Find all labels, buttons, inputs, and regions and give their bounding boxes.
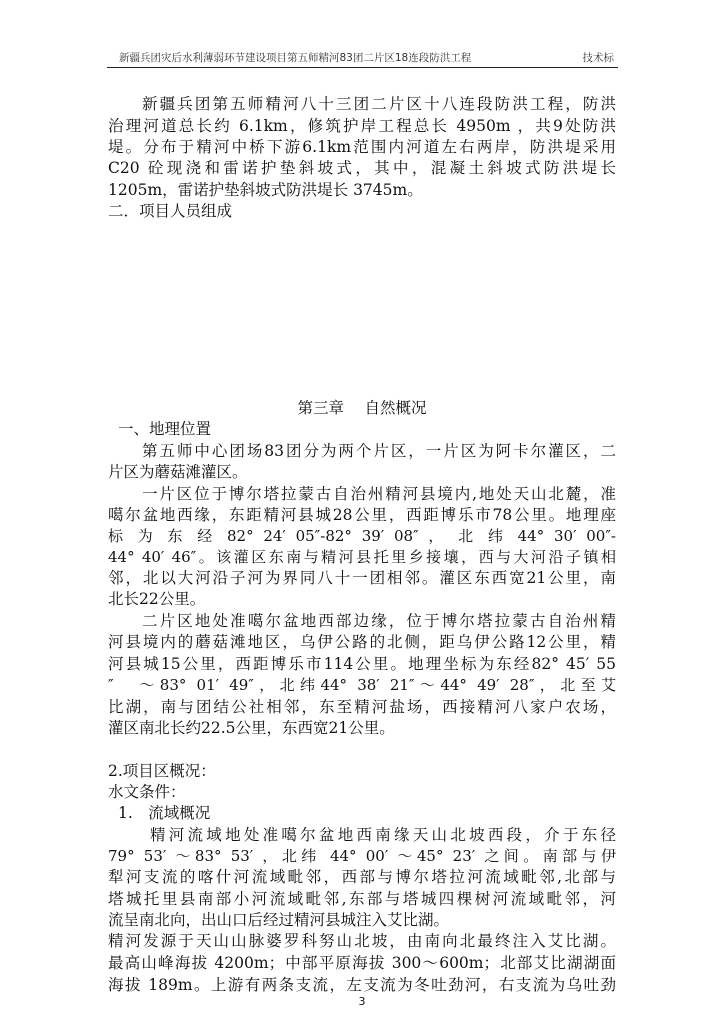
geo-line: 片区为蘑菇滩灌区。	[108, 463, 248, 481]
intro-line: 堤。分布于精河中桥下游6.1km范围内河道左右两岸，防洪堤采用	[108, 138, 616, 156]
subsection-heading: 一、地理位置	[118, 420, 212, 438]
geo-line: 一片区位于博尔塔拉蒙古自治州精河县境内,地处天山北麓，准	[142, 485, 616, 503]
section-heading: 二．项目人员组成	[108, 202, 233, 220]
chapter-title: 第三章 自然概况	[297, 399, 427, 417]
basin-line: 犁河支流的喀什河流域毗邻，西部与博尔塔拉河流域毗邻,北部与	[108, 868, 616, 886]
geo-line: 二片区地处准噶尔盆地西部边缘，位于博尔塔拉蒙古自治州精	[142, 612, 616, 630]
hydro-label: 水文条件：	[108, 783, 186, 801]
source-line: 最高山峰海拔 4200m；中部平原海拔 300～600m；北部艾比湖湖面	[108, 954, 616, 972]
geo-line: 44° 40′ 46″。该灌区东南与精河县托里乡接壤，西与大河沿子镇相	[108, 548, 616, 566]
basin-line: 精河流域地处准噶尔盆地西南缘天山北坡西段，介于东径	[150, 826, 616, 844]
geo-line: 邻，北以大河沿子河为界同八十一团相邻。灌区东西宽21公里，南	[108, 569, 616, 587]
intro-line: 新疆兵团第五师精河八十三团二片区十八连段防洪工程，防洪	[142, 95, 616, 113]
geo-line: 河县境内的蘑菇滩地区，乌伊公路的北侧，距乌伊公路12公里，精	[108, 633, 616, 651]
page-number: 3	[358, 995, 366, 1008]
header-title: 新疆兵团灾后水利薄弱环节建设项目第五师精河83团二片区18连段防洪工程	[119, 52, 472, 64]
source-line: 精河发源于天山山脉婆罗科努山北坡，由南向北最终注入艾比湖。	[108, 932, 616, 950]
basin-line: 79° 53′ ～83° 53′ ，北纬 44° 00′ ～45° 23′ 之间。南部与伊	[108, 847, 616, 865]
page-header	[107, 51, 618, 68]
geo-line: 标 为 东 经 82° 24′ 05″-82° 39′ 08″ ， 北 纬 44° 30′ 00″-	[108, 527, 616, 545]
geo-line: 噶尔盆地西缘，东距精河县城28公里，西距博乐市78公里。地理座	[108, 506, 616, 524]
geo-line: 比湖，南与团结公社相邻，东至精河盐场，西接精河八家户农场，	[108, 698, 616, 716]
intro-line: 治理河道总长约 6.1km，修筑护岸工程总长 4950m ，共9处防洪	[108, 117, 616, 135]
geo-line: 河县城15公里，西距博乐市114公里。地理坐标为东经82° 45′ 55	[108, 655, 616, 673]
intro-line: 1205m，雷诺护垫斜坡式防洪堤长 3745m。	[108, 181, 423, 199]
basin-line: 流呈南北向，出山口后经过精河县城注入艾比湖。	[108, 911, 450, 929]
project-heading: 2.项目区概况：	[108, 762, 216, 780]
basin-line: 塔城托里县南部小河流域毗邻,东部与塔城四棵树河流域毗邻，河	[108, 890, 616, 908]
geo-line: ″ ～83° 01′ 49″，北纬44° 38′ 21″～44° 49′ 28″，北至艾	[108, 676, 616, 694]
basin-heading: 1. 流域概况	[118, 804, 211, 822]
geo-line: 北长22公里。	[108, 590, 206, 608]
header-tag: 技术标	[582, 52, 614, 64]
geo-line: 灌区南北长约22.5公里，东西宽21公里。	[108, 719, 395, 737]
geo-line: 第五师中心团场83团分为两个片区，一片区为阿卡尔灌区，二	[142, 442, 616, 460]
intro-line: C20 砼现浇和雷诺护垫斜坡式，其中，混凝土斜坡式防洪堤长	[108, 159, 616, 177]
source-line: 海拔 189m。上游有两条支流，左支流为冬吐劲河，右支流为乌吐劲	[108, 976, 616, 994]
